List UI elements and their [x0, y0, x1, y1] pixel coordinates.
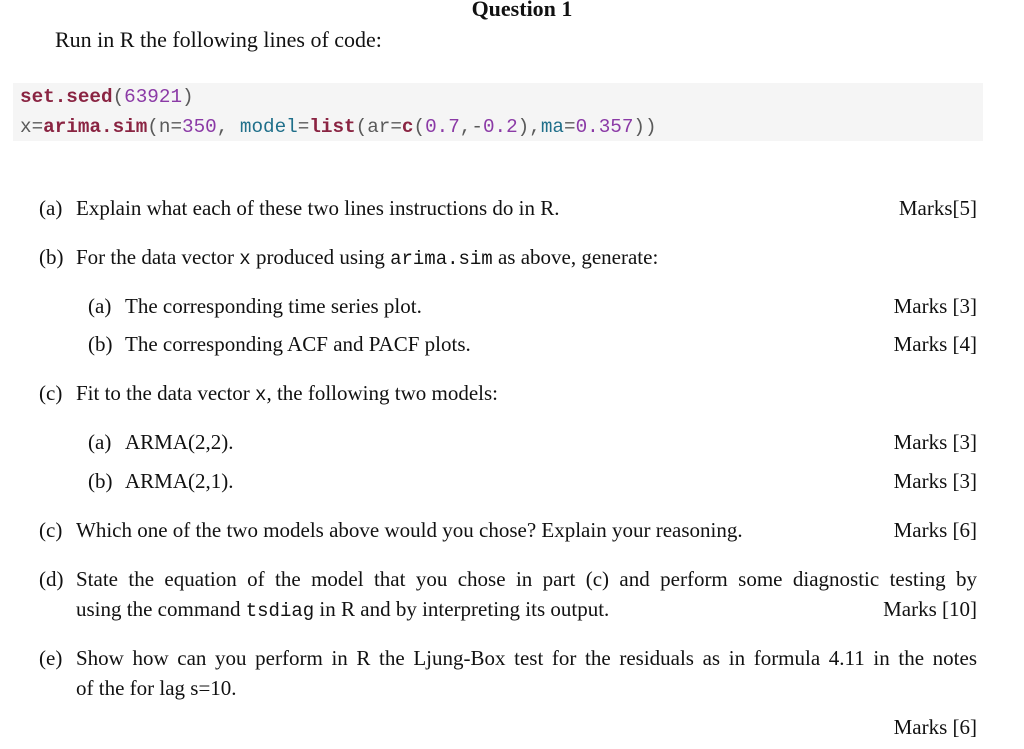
sub-item	[88, 329, 588, 359]
intro-text: Run in R the following lines of code:	[55, 27, 382, 52]
marks-label: Marks [10]	[883, 597, 977, 621]
code-command: arima.sim	[390, 248, 493, 270]
marks-label: Marks [6]	[893, 518, 977, 542]
item-text-line1: Show how can you perform in R the Ljung-Box test for the residuals as in formula 4.11 in the notes	[76, 646, 977, 670]
item-text: The corresponding time series plot.	[125, 294, 422, 318]
code-argument: ma	[540, 116, 564, 138]
item-text: ARMA(2,2).	[125, 430, 234, 454]
code-number: 0.2	[482, 116, 518, 138]
item-text: Which one of the two models above would you chose? Explain your reasoning.	[76, 518, 743, 542]
code-punct: )	[182, 86, 194, 108]
item-label: (b)	[88, 469, 113, 493]
code-punct: =	[563, 116, 576, 138]
item-label: (c)	[39, 518, 63, 542]
item-label: (a)	[39, 196, 63, 220]
code-function: list	[309, 116, 356, 138]
item-label: (e)	[39, 646, 63, 670]
code-punct: (n=	[147, 116, 183, 138]
code-function: set.seed	[20, 86, 113, 108]
item-text: ARMA(2,1).	[125, 469, 234, 493]
item-text-line2: of the for lag s=10.	[76, 676, 237, 700]
code-function: c	[401, 116, 414, 138]
item-text: The corresponding ACF and PACF plots.	[125, 332, 471, 356]
marks-label: Marks [6]	[893, 715, 977, 739]
item-label: (b)	[88, 332, 113, 356]
code-punct: ))	[633, 116, 657, 138]
code-number: 350	[182, 116, 217, 138]
code-punct: ,	[216, 116, 240, 138]
sub-item	[88, 466, 488, 496]
item-text: For the data vector x produced using arima.sim as above, generate:	[76, 245, 659, 270]
item-label: (d)	[39, 567, 64, 591]
marks-label: Marks [3]	[893, 430, 977, 454]
marks-label: Marks [4]	[893, 332, 977, 356]
code-punct: x=	[20, 116, 44, 138]
code-punct: (ar=	[355, 116, 402, 138]
code-line-2	[20, 116, 657, 138]
sub-item	[88, 291, 588, 321]
sub-item	[88, 427, 488, 457]
code-punct: =	[297, 116, 310, 138]
item-label: (c)	[39, 381, 63, 405]
item-b	[39, 242, 739, 272]
code-punct: ),	[517, 116, 541, 138]
item-a	[39, 193, 599, 223]
code-argument: model	[239, 116, 298, 138]
code-number: 63921	[124, 86, 183, 108]
item-text-line2: using the command tsdiag in R and by interpreting its output.	[76, 597, 610, 622]
code-number: 0.7	[425, 116, 460, 138]
item-c-choice	[39, 515, 839, 545]
marks-label: Marks [3]	[893, 469, 977, 493]
item-e	[39, 643, 977, 705]
item-text: Fit to the data vector x, the following two models:	[76, 381, 499, 406]
code-punct: ,-	[459, 116, 483, 138]
code-line-1	[20, 86, 194, 108]
marks-label: Marks [3]	[893, 294, 977, 318]
item-d	[39, 564, 977, 626]
item-label: (a)	[88, 430, 112, 454]
question-title: Question 1	[471, 0, 573, 21]
code-punct: (	[112, 86, 125, 108]
code-command: tsdiag	[245, 600, 315, 622]
item-text: Explain what each of these two lines instructions do in R.	[76, 196, 560, 220]
code-block	[13, 83, 983, 141]
code-variable: x	[239, 248, 251, 270]
code-punct: (	[413, 116, 426, 138]
code-variable: x	[255, 384, 267, 406]
item-label: (b)	[39, 245, 64, 269]
marks-label: Marks[5]	[898, 196, 977, 220]
item-label: (a)	[88, 294, 112, 318]
code-number: 0.357	[575, 116, 634, 138]
item-text-line1: State the equation of the model that you chose in part (c) and perform some diagnostic testing by	[76, 567, 977, 591]
code-function: arima.sim	[43, 116, 148, 138]
item-c	[39, 378, 639, 408]
